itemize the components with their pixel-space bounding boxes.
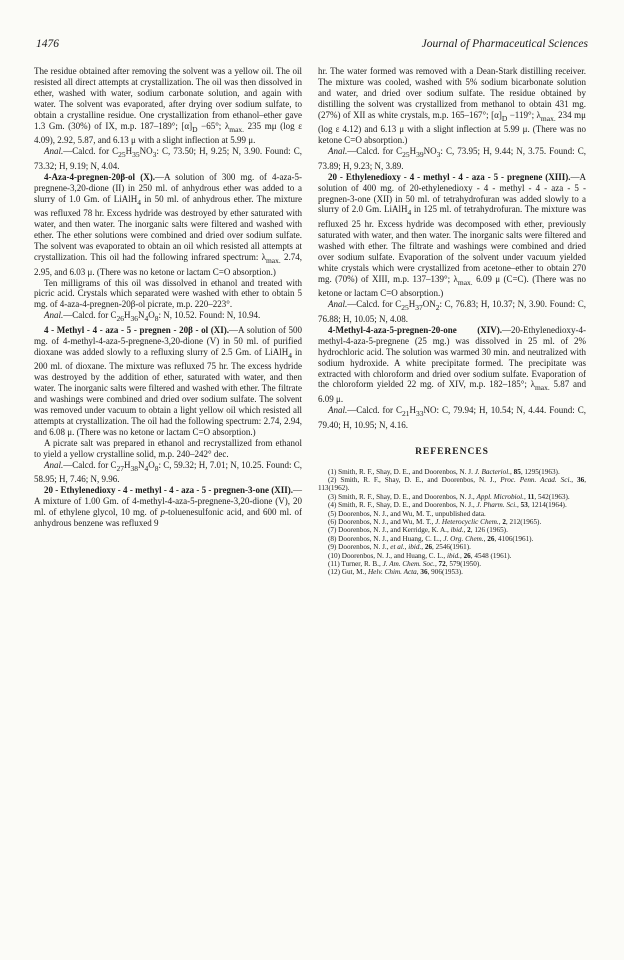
paragraph: 4-Aza-4-pregnen-20β-ol (X).—A solution of 300 mg. of 4-aza-5-pregnene-3,20-dione (II) in 250 ml. of anhydrous ether was added to a slurry of 1.0 Gm. of LiAlH$_4$ in 50 ml. of anhydrous ether. The mixture was refluxed 78 hr. Excess hydride was destroyed by ether saturated with water, and then water. The inorganic salts were filtered and washed with ether. The ether solutions were combined and dried over sodium sulfate. The solvent was evaporated to obtain an oil which resisted all attempts at crystallization. This oil had the following infrared spectrum: $\lambda_{max.}$ 2.74, 2.95, and 6.03 μ. (There was no ketone or lactam C=O absorption.)	[34, 171, 302, 277]
reference-item: (12) Gut, M., Helv. Chim. Acta, 36, 906(1953).	[328, 568, 463, 577]
paragraph: Anal.—Calcd. for $C_{25}H_{37}ON_2$: C, 76.83; H, 10.37; N, 3.90. Found: C, 76.88; H, 10.05; N, 4.08.	[318, 299, 586, 325]
paragraph: The residue obtained after removing the solvent was a yellow oil. The oil resisted all direct attempts at crystallization. The oil was then dissolved in ether, washed with water, sodium carbonate solution, and again with water. The solvent was evaporated, after drying over sodium sulfate, to obtain a crystalline residue. One crystallization from ethanol–ether gave 1.3 Gm. (30%) of IX, m.p. 187–189°; $[\alpha]_D -65^\circ$; $\lambda_{max.}$ 235 mμ (log ε 4.09), 2.92, 5.87, and 6.13 μ with a slight inflection at 5.99 μ.	[34, 66, 302, 146]
running-header	[36, 38, 588, 54]
reference-item: (3) Smith, R. F., Shay, D. E., and Doorenbos, N. J., Appl. Microbiol., 11, 542(1963).	[328, 492, 570, 501]
reference-item: (9) Doorenbos, N. J., et al., ibid., 26, 2546(1961).	[328, 543, 471, 552]
left-column	[34, 66, 302, 529]
paragraph: Anal.—Calcd. for $C_{25}H_{35}NO_3$: C, 73.50; H, 9.25; N, 3.90. Found: C, 73.32; H, 9.19; N, 4.04.	[34, 146, 302, 171]
paragraph: 4 - Methyl - 4 - aza - 5 - pregnen - 20β - ol (XI).—A solution of 500 mg. of 4-methyl-4-aza-5-pregnene-3,20-dione (V) in 50 ml. of purified dioxane was added slowly to a refluxing slurry of 2.5 Gm. of LiAlH$_4$ in 200 ml. of dioxane. The mixture was refluxed 75 hr. The excess hydride was destroyed by the addition of ether, saturated with water, and then water. The inorganic salts were filtered and washed with ether. The filtrate and washings were combined and dried over sodium sulfate. The solvent was removed under vacuum to obtain a light yellow oil which resisted all attempts at crystallization. The oil had the following spectrum: 2.74, 2.94, and 6.08 μ. (There was no ketone or lactam C=O absorption.)	[34, 324, 302, 437]
paragraph: Anal.—Calcd. for $C_{27}H_{38}N_4O_8$: C, 59.32; H, 7.01; N, 10.25. Found: C, 58.95; H, 7.46; N, 9.96.	[34, 459, 303, 485]
paragraph: Anal.—Calcd. for $C_{21}H_{33}NO$: C, 79.94; H, 10.54; N, 4.44. Found: C, 79.40; H, 10.95; N, 4.16.	[318, 405, 586, 430]
paragraph: 20 - Ethylenedioxy - 4 - methyl - 4 - aza - 5 - pregnen-3-one (XII).—A mixture of 1.00 Gm. of 4-methyl-4-aza-5-pregnene-3,20-dione (V), 20 ml. of ethylene glycol, 10 mg. of p-toluenesulfonic acid, and 600 ml. of anhydrous benzene was refluxed 9	[34, 485, 302, 528]
reference-item: (4) Smith, R. F., Shay, D. E., and Doorenbos, N. J., J. Pharm. Sci., 53, 1214(1964).	[328, 501, 567, 510]
reference-item: (8) Doorenbos, N. J., and Huang, C. L., J. Org. Chem., 26, 4106(1961).	[328, 534, 534, 543]
reference-item: (1) Smith, R. F., Shay, D. E., and Doorenbos, N. J. J. Bacteriol., 85, 1295(1963).	[328, 467, 560, 476]
right-column	[318, 66, 586, 577]
reference-item: (5) Doorenbos, N. J., and Wu, M. T., unpublished data.	[328, 509, 486, 518]
reference-item: (2) Smith, R. F., Shay, D. E., and Doorenbos, N. J., Proc. Penn. Acad. Sci., 36, 113(1962).	[318, 475, 586, 493]
paragraph: Anal.—Calcd. for $C_{25}H_{39}NO_3$: C, 73.95; H, 9.44; N, 3.75. Found: C, 73.89; H, 9.23; N, 3.89.	[318, 146, 586, 171]
reference-item: (10) Doorenbos, N. J., and Huang, C. L., ibid., 26, 4548 (1961).	[328, 551, 512, 560]
paragraph: 4-Methyl-4-aza-5-pregnen-20-one (XIV).—20-Ethylenedioxy-4-methyl-4-aza-5-pregnene (25 mg.) was dissolved in 25 ml. of 2% hydrochloric acid. The solution was warmed 30 min. and neutralized with sodium hydroxide. A white precipitate formed. The precipitate was extracted with chloroform and dried over sodium sulfate. Evaporation of the chloroform yielded 22 mg. of XIV, m.p. 182–185°; $\lambda_{max.}$ 5.87 and 6.09 μ.	[318, 324, 586, 405]
right-column-body	[318, 66, 586, 431]
paragraph: Ten milligrams of this oil was dissolved in ethanol and treated with picric acid. Crystals which separated were washed with ether to obtain 5 mg. of 4-aza-4-pregnen-20β-ol picrate, m.p. 220–223°.	[34, 277, 302, 310]
references-list	[318, 468, 586, 577]
paragraph: Anal.—Calcd. for $C_{26}H_{36}N_4O_8$: N, 10.52. Found: N, 10.94.	[44, 310, 261, 324]
reference-item: (6) Doorenbos, N. J., and Wu, M. T., J. Heterocyclic Chem., 2, 212(1965).	[328, 518, 542, 527]
journal-title: Journal of Pharmaceutical Sciences	[421, 38, 588, 50]
reference-item: (11) Turner, R. B., J. Am. Chem. Soc., 72, 579(1950).	[328, 560, 482, 569]
page-number: 1476	[36, 38, 59, 50]
reference-item: (7) Doorenbos, N. J., and Kerridge, K. A., ibid., 2, 126 (1965).	[328, 526, 508, 535]
references-heading: REFERENCES	[415, 446, 489, 457]
paragraph: A picrate salt was prepared in ethanol and recrystallized from ethanol to yield a yellow crystalline solid, m.p. 240–242° dec.	[34, 437, 302, 459]
paragraph: 20 - Ethylenedioxy - 4 - methyl - 4 - aza - 5 - pregnene (XIII).—A solution of 400 mg. of 20-ethylenedioxy - 4 - methyl - 4 - aza - 5 - pregnen-3-one (XII) in 50 ml. of tetrahydrofuran was added slowly to a slurry of 2.0 Gm. LiAlH$_4$ in 125 ml. of tetrahydrofuran. The mixture was refluxed 25 hr. Excess hydride was decomposed with ether, previously saturated with water, and then water. The inorganic salts were filtered and washed with ether. The filtrate and washings were combined and dried over sodium sulfate. Evaporation of the solvent under vacuum yielded white crystals which were crystallized from acetone–ether to obtain 270 mg. (70%) of XIII, m.p. 137–139°; $\lambda_{max.}$ 6.09 μ (C=C). (There was no ketone or lactam C=O absorption.)	[318, 171, 586, 299]
paragraph: hr. The water formed was removed with a Dean-Stark distilling receiver. The mixture was cooled, washed with 5% sodium bicarbonate solution and water, and dried over sodium sulfate. The residue obtained by distilling the solvent was crystallized from methanol to obtain 431 mg. (27%) of XII as white crystals, m.p. 165–167°; $[\alpha]_D -119^\circ$; $\lambda_{max.}$ 234 mμ (log ε 4.12) and 6.13 μ with a slight inflection at 5.99 μ. (There was no ketone C=O absorption.)	[318, 66, 586, 146]
